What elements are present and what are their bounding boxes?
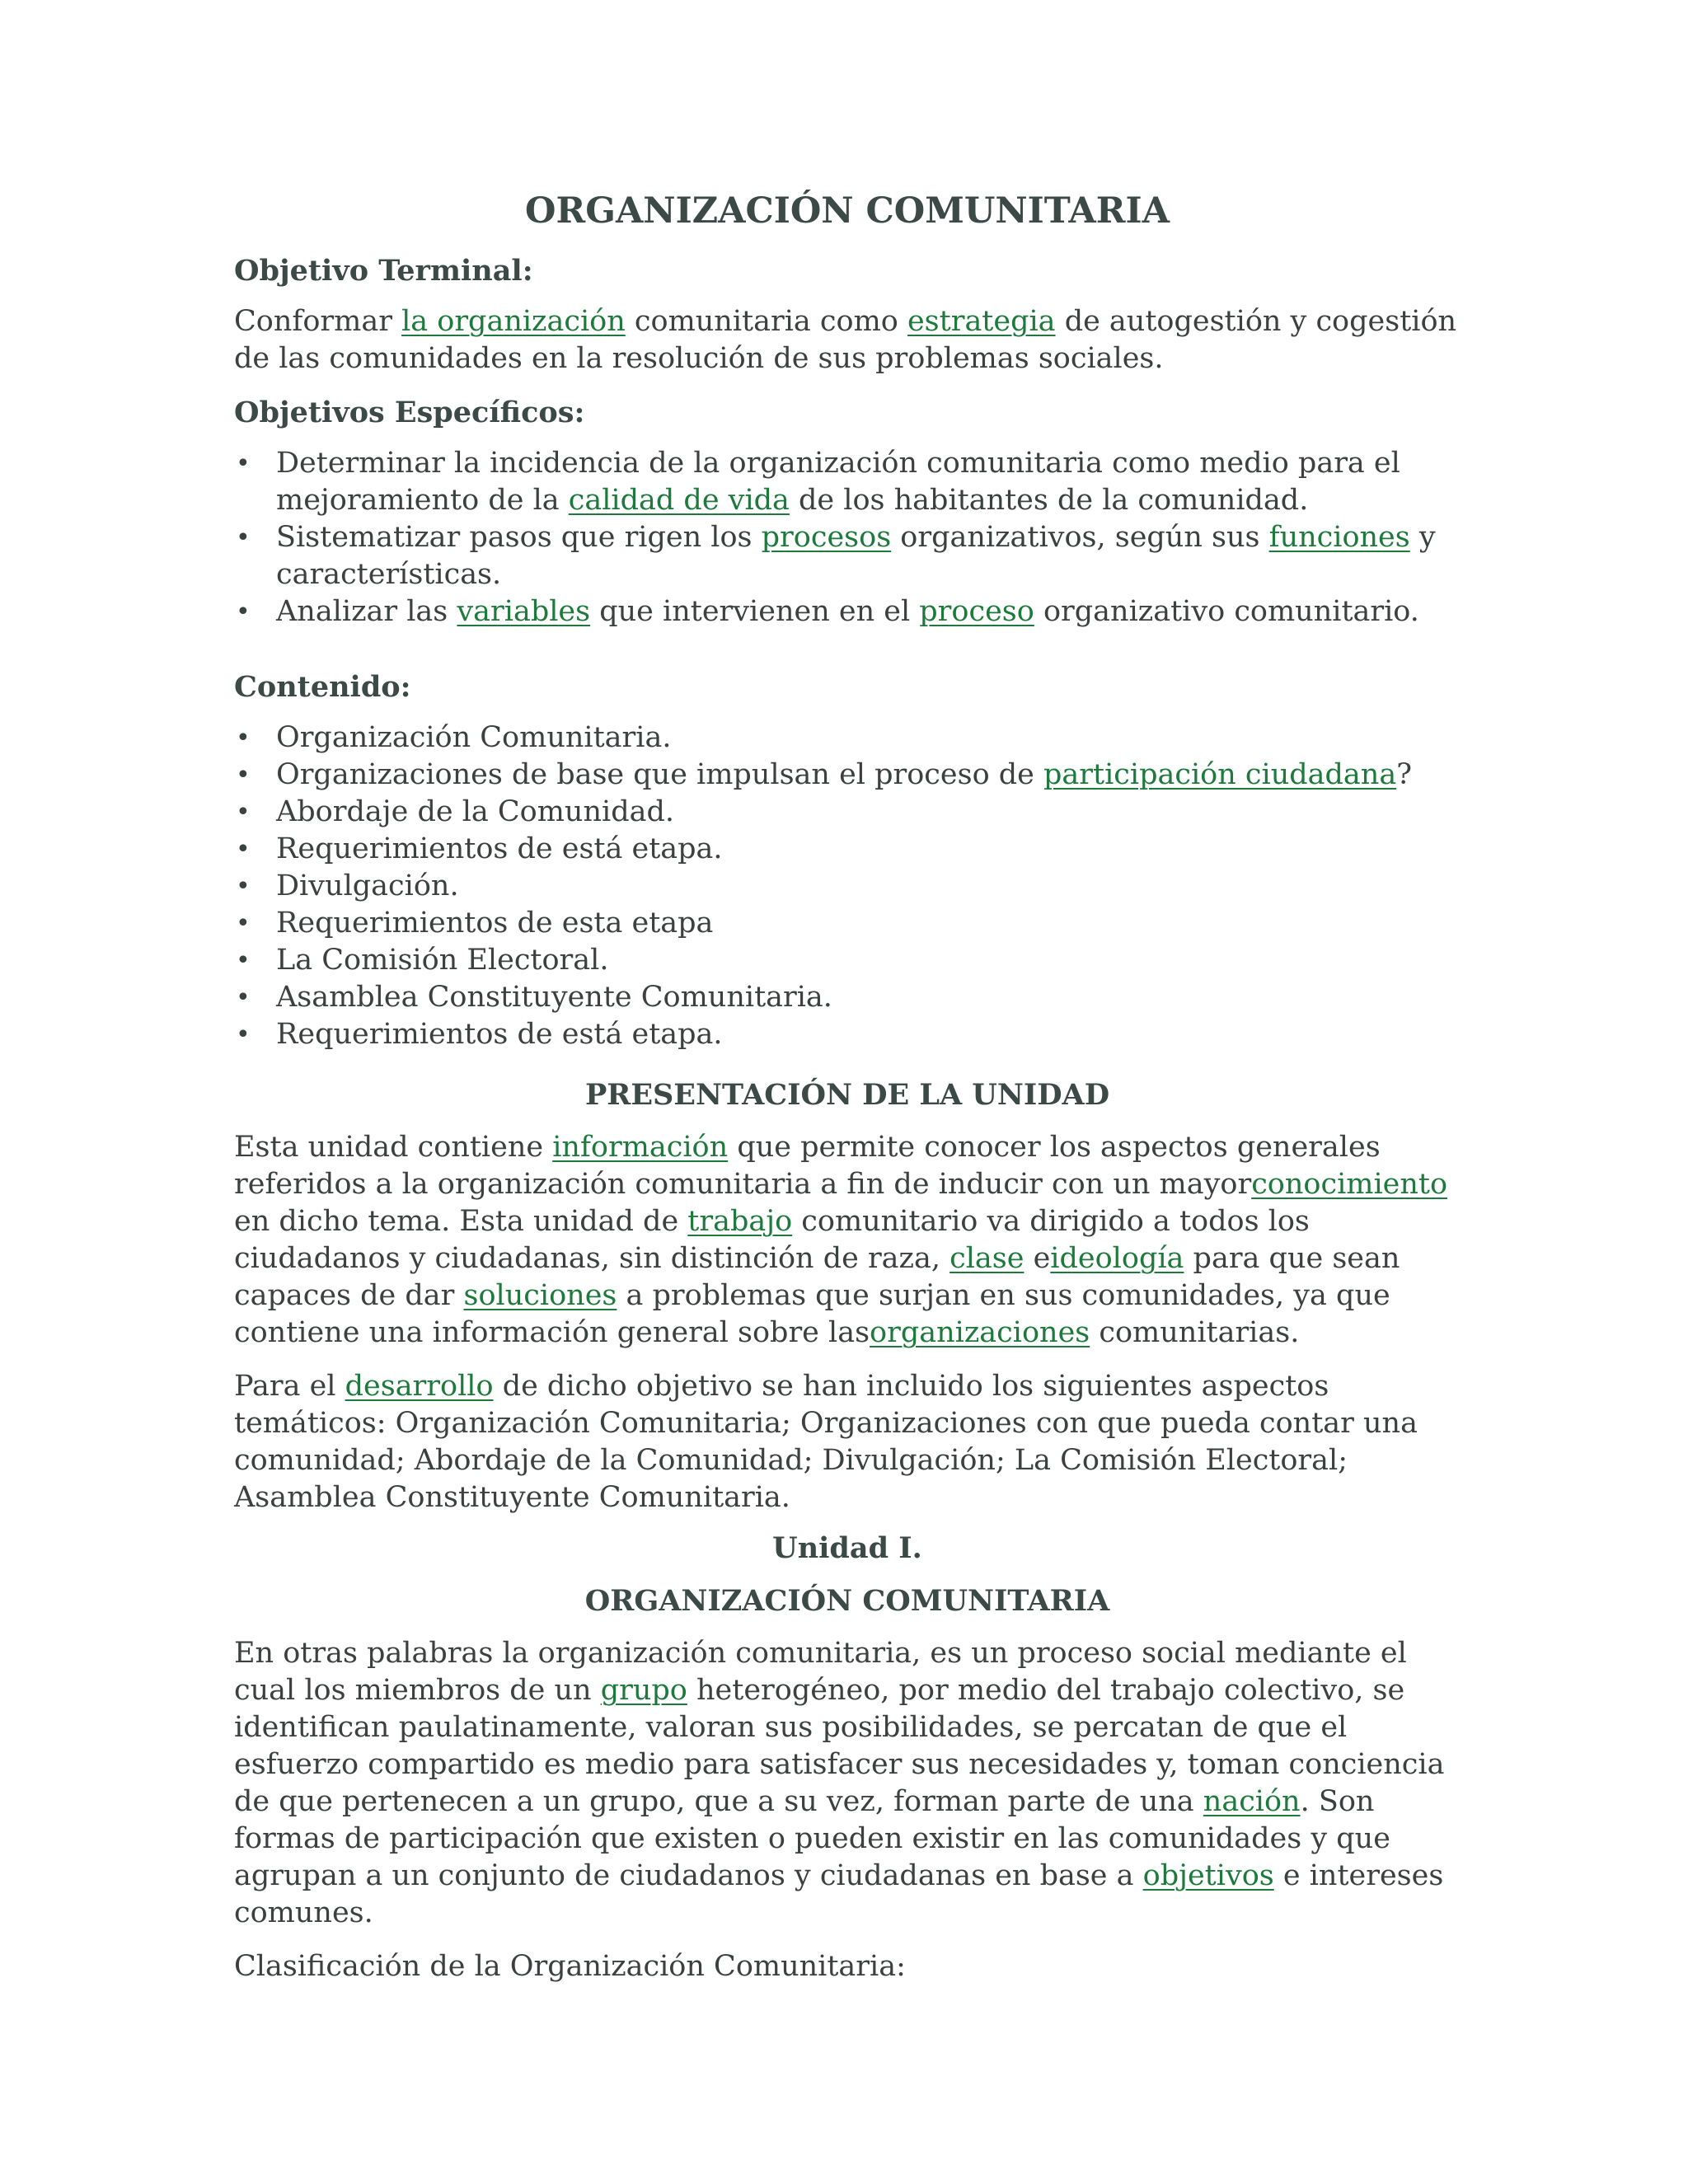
link-la-organizacion[interactable]: la organización (401, 305, 626, 338)
text-run: Determinar la incidencia de la organización comunitaria como medio para el mejoramiento de la (276, 447, 1400, 517)
bullet-icon: • (236, 449, 251, 478)
link-trabajo[interactable]: trabajo (687, 1205, 793, 1238)
unidad-paragraph-1 (234, 1635, 1461, 1932)
list-item (234, 519, 1461, 593)
link-calidad-de-vida[interactable]: calidad de vida (568, 484, 790, 517)
link-informacion[interactable]: información (552, 1131, 729, 1164)
link-procesos[interactable]: procesos (761, 521, 892, 554)
list-item (234, 942, 1461, 979)
list-item (234, 1016, 1461, 1053)
text-run: a problemas que surjan en sus comunidades, ya que contiene una información general sobre las (234, 1279, 1390, 1349)
link-clase[interactable]: clase (950, 1242, 1025, 1275)
objetivos-especificos-list (234, 445, 1461, 630)
text-run: organizativos, según sus (891, 521, 1269, 554)
bullet-icon: • (236, 835, 251, 864)
bullet-icon: • (236, 983, 251, 1012)
bullet-icon: • (236, 872, 251, 901)
bullet-icon: • (236, 523, 251, 552)
document-title: ORGANIZACIÓN COMUNITARIA (525, 190, 1170, 232)
list-item (234, 794, 1461, 831)
text-run: Organización Comunitaria. (276, 721, 672, 754)
text-run: . Son formas de participación que existen o pueden existir en las comunidades y que agrupan a un conjunto de ciudadanos y ciudadanas en base a (234, 1785, 1390, 1892)
text-run: Organizaciones de base que impulsan el proceso de (276, 758, 1044, 791)
bullet-icon: • (236, 798, 251, 827)
text-run: En otras palabras la organización comunitaria, es un proceso social mediante el cual los miembros de un (234, 1637, 1407, 1707)
text-run: comunitario va dirigido a todos los ciudadanos y ciudadanas, sin distinción de raza, (234, 1205, 1310, 1275)
text-run: en dicho tema. Esta unidad de (234, 1205, 688, 1238)
text-run: que permite conocer los aspectos generales referidos a la organización comunitaria a fin de inducir con un mayor (234, 1131, 1381, 1201)
list-item (234, 979, 1461, 1016)
presentacion-heading: PRESENTACIÓN DE LA UNIDAD (584, 1078, 1110, 1112)
text-run: comunitaria como (625, 305, 907, 338)
list-item (234, 445, 1461, 519)
unidad-heading: Unidad I. (772, 1531, 922, 1565)
text-run: Esta unidad contiene (234, 1131, 553, 1164)
text-run: que intervienen en el (590, 595, 920, 628)
text-run: Para el (234, 1370, 345, 1403)
unidad-title: ORGANIZACIÓN COMUNITARIA (584, 1584, 1110, 1618)
objetivo-terminal-text (234, 303, 1461, 377)
text-run: organizativo comunitario. (1034, 595, 1419, 628)
link-grupo[interactable]: grupo (600, 1674, 687, 1707)
text-run: Requerimientos de está etapa. (276, 832, 723, 865)
text-run: de los habitantes de la comunidad. (789, 484, 1309, 517)
link-organizaciones[interactable]: organizaciones (870, 1316, 1090, 1349)
text-run: Divulgación. (276, 869, 459, 902)
text-run: de dicho objetivo se han incluido los siguientes aspectos temáticos: Organización Comunitaria; Organizaciones con que pueda contar una comunidad; Abordaje de la Comunidad; Divulgación; La Comisión Electoral; Asamblea Constituyente Comunitaria. (234, 1370, 1418, 1514)
list-item (234, 593, 1461, 630)
text-run: para que sean capaces de dar (234, 1242, 1400, 1312)
link-funciones[interactable]: funciones (1268, 521, 1410, 554)
text-run: e (1024, 1242, 1051, 1275)
bullet-icon: • (236, 761, 251, 790)
list-item (234, 868, 1461, 905)
text-run: y características. (276, 521, 1436, 591)
text-run: Requerimientos de está etapa. (276, 1018, 723, 1051)
bullet-icon: • (236, 1020, 251, 1049)
unidad-paragraph-2: Clasificación de la Organización Comunitaria: (234, 1950, 906, 1983)
text-run: ? (1396, 758, 1412, 791)
list-item (234, 905, 1461, 942)
text-run: Analizar las (276, 595, 457, 628)
contenido-heading: Contenido: (234, 670, 411, 704)
text-run: La Comisión Electoral. (276, 944, 609, 977)
link-nacion[interactable]: nación (1203, 1785, 1301, 1818)
text-run: de autogestión y cogestión de las comunidades en la resolución de sus problemas sociales. (234, 305, 1457, 375)
text-run: e intereses comunes. (234, 1859, 1444, 1929)
link-participacion-ciudadana[interactable]: participación ciudadana (1043, 758, 1397, 791)
text-run: Abordaje de la Comunidad. (276, 795, 674, 828)
contenido-list (234, 719, 1461, 1053)
text-run: Sistematizar pasos que rigen los (276, 521, 762, 554)
text-run: Conformar (234, 305, 402, 338)
link-soluciones[interactable]: soluciones (463, 1279, 617, 1312)
text-run: comunitarias. (1090, 1316, 1300, 1349)
objetivos-especificos-heading: Objetivos Específicos: (234, 396, 585, 429)
text-run: Asamblea Constituyente Comunitaria. (276, 981, 832, 1014)
link-variables[interactable]: variables (457, 595, 591, 628)
link-objetivos[interactable]: objetivos (1142, 1859, 1274, 1892)
bullet-icon: • (236, 598, 251, 626)
objetivo-terminal-heading: Objetivo Terminal: (234, 254, 533, 288)
link-proceso[interactable]: proceso (919, 595, 1034, 628)
link-estrategia[interactable]: estrategia (907, 305, 1056, 338)
link-desarrollo[interactable]: desarrollo (345, 1370, 494, 1403)
link-conocimiento[interactable]: conocimiento (1251, 1168, 1448, 1201)
link-ideologia[interactable]: ideología (1050, 1242, 1184, 1275)
presentacion-paragraph-2 (234, 1368, 1461, 1516)
bullet-icon: • (236, 724, 251, 752)
presentacion-paragraph-1 (234, 1129, 1461, 1352)
text-run: heterogéneo, por medio del trabajo colectivo, se identifican paulatinamente, valoran sus posibilidades, se percatan de que el esfuerzo compartido es medio para satisfacer sus necesidades y, toman conciencia de que pertenecen a un grupo, que a su vez, forman parte de una (234, 1674, 1445, 1818)
bullet-icon: • (236, 909, 251, 938)
text-run: Requerimientos de esta etapa (276, 907, 714, 940)
list-item (234, 831, 1461, 868)
list-item (234, 719, 1461, 757)
bullet-icon: • (236, 946, 251, 975)
list-item (234, 757, 1461, 794)
